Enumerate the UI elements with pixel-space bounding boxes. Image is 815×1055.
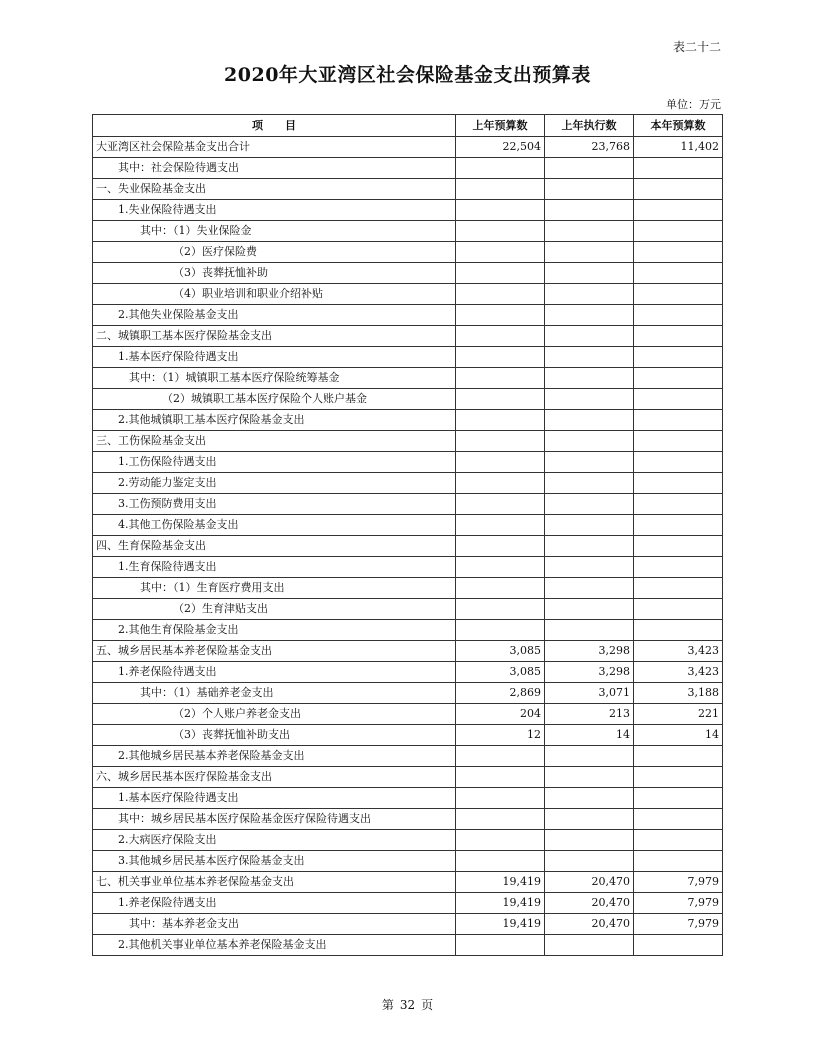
row-curr-budget-cell xyxy=(634,620,723,641)
row-prev-budget-cell xyxy=(456,746,545,767)
row-prev-actual-cell xyxy=(545,851,634,872)
row-prev-budget-cell xyxy=(456,389,545,410)
row-item-cell: 其中：社会保险待遇支出 xyxy=(93,158,456,179)
table-row xyxy=(93,179,723,200)
row-prev-budget-cell xyxy=(456,263,545,284)
table-row xyxy=(93,200,723,221)
row-prev-budget-cell xyxy=(456,242,545,263)
row-item-cell: 其中：（1）生育医疗费用支出 xyxy=(93,578,456,599)
row-prev-actual-cell xyxy=(545,347,634,368)
row-prev-budget-cell xyxy=(456,830,545,851)
row-prev-budget-cell xyxy=(456,788,545,809)
row-prev-budget-cell: 19,419 xyxy=(456,893,545,914)
row-prev-actual-cell xyxy=(545,431,634,452)
table-row xyxy=(93,137,723,158)
row-curr-budget-cell xyxy=(634,221,723,242)
table-row xyxy=(93,767,723,788)
row-prev-budget-cell xyxy=(456,221,545,242)
row-item-cell: 2.其他城乡居民基本养老保险基金支出 xyxy=(93,746,456,767)
row-prev-actual-cell: 23,768 xyxy=(545,137,634,158)
row-prev-actual-cell: 20,470 xyxy=(545,872,634,893)
row-prev-actual-cell xyxy=(545,536,634,557)
row-prev-actual-cell xyxy=(545,305,634,326)
row-item-cell: （2）个人账户养老金支出 xyxy=(93,704,456,725)
row-prev-budget-cell xyxy=(456,536,545,557)
row-item-cell: 二、城镇职工基本医疗保险基金支出 xyxy=(93,326,456,347)
row-item-cell: （2）医疗保险费 xyxy=(93,242,456,263)
table-row xyxy=(93,830,723,851)
row-curr-budget-cell: 7,979 xyxy=(634,872,723,893)
row-prev-actual-cell xyxy=(545,263,634,284)
row-curr-budget-cell xyxy=(634,158,723,179)
column-header-prev-budget: 上年预算数 xyxy=(456,115,545,137)
column-header-prev-actual: 上年执行数 xyxy=(545,115,634,137)
row-item-cell: 六、城乡居民基本医疗保险基金支出 xyxy=(93,767,456,788)
row-prev-actual-cell: 3,298 xyxy=(545,662,634,683)
row-curr-budget-cell xyxy=(634,788,723,809)
row-curr-budget-cell xyxy=(634,809,723,830)
row-item-cell: 大亚湾区社会保险基金支出合计 xyxy=(93,137,456,158)
row-curr-budget-cell xyxy=(634,515,723,536)
row-curr-budget-cell xyxy=(634,200,723,221)
table-row xyxy=(93,914,723,935)
row-curr-budget-cell xyxy=(634,452,723,473)
row-item-cell: 2.大病医疗保险支出 xyxy=(93,830,456,851)
row-curr-budget-cell: 3,423 xyxy=(634,662,723,683)
row-item-cell: 2.劳动能力鉴定支出 xyxy=(93,473,456,494)
row-item-cell: 2.其他机关事业单位基本养老保险基金支出 xyxy=(93,935,456,956)
row-curr-budget-cell xyxy=(634,935,723,956)
row-item-cell: 其中：（1）失业保险金 xyxy=(93,221,456,242)
row-prev-budget-cell xyxy=(456,284,545,305)
row-curr-budget-cell xyxy=(634,473,723,494)
row-curr-budget-cell xyxy=(634,326,723,347)
row-item-cell: 2.其他失业保险基金支出 xyxy=(93,305,456,326)
unit-label: 单位：万元 xyxy=(666,98,721,111)
table-row xyxy=(93,431,723,452)
row-item-cell: 1.基本医疗保险待遇支出 xyxy=(93,788,456,809)
row-curr-budget-cell xyxy=(634,599,723,620)
row-item-cell: 五、城乡居民基本养老保险基金支出 xyxy=(93,641,456,662)
table-row xyxy=(93,368,723,389)
row-prev-actual-cell xyxy=(545,620,634,641)
row-item-cell: 3.工伤预防费用支出 xyxy=(93,494,456,515)
row-prev-budget-cell xyxy=(456,620,545,641)
row-curr-budget-cell xyxy=(634,578,723,599)
row-curr-budget-cell: 7,979 xyxy=(634,893,723,914)
row-item-cell: 其中：（1）基础养老金支出 xyxy=(93,683,456,704)
row-curr-budget-cell xyxy=(634,851,723,872)
table-row xyxy=(93,242,723,263)
row-curr-budget-cell xyxy=(634,347,723,368)
row-curr-budget-cell xyxy=(634,263,723,284)
row-item-cell: （2）生育津贴支出 xyxy=(93,599,456,620)
row-prev-budget-cell xyxy=(456,410,545,431)
row-curr-budget-cell: 221 xyxy=(634,704,723,725)
page-prefix: 第 xyxy=(381,998,394,1012)
row-prev-actual-cell: 20,470 xyxy=(545,914,634,935)
table-row xyxy=(93,599,723,620)
row-prev-actual-cell xyxy=(545,221,634,242)
row-prev-actual-cell xyxy=(545,410,634,431)
row-curr-budget-cell xyxy=(634,179,723,200)
row-prev-budget-cell: 19,419 xyxy=(456,914,545,935)
table-row xyxy=(93,662,723,683)
row-item-cell: 四、生育保险基金支出 xyxy=(93,536,456,557)
table-row xyxy=(93,683,723,704)
row-prev-budget-cell xyxy=(456,305,545,326)
row-curr-budget-cell: 3,188 xyxy=(634,683,723,704)
row-prev-actual-cell: 3,071 xyxy=(545,683,634,704)
row-item-cell: 1.基本医疗保险待遇支出 xyxy=(93,347,456,368)
row-curr-budget-cell: 7,979 xyxy=(634,914,723,935)
row-prev-actual-cell xyxy=(545,830,634,851)
row-curr-budget-cell: 3,423 xyxy=(634,641,723,662)
row-prev-budget-cell: 12 xyxy=(456,725,545,746)
row-prev-budget-cell xyxy=(456,179,545,200)
row-prev-budget-cell xyxy=(456,158,545,179)
row-curr-budget-cell xyxy=(634,410,723,431)
row-item-cell: 其中：基本养老金支出 xyxy=(93,914,456,935)
row-item-cell: 三、工伤保险基金支出 xyxy=(93,431,456,452)
row-curr-budget-cell xyxy=(634,767,723,788)
table-row xyxy=(93,725,723,746)
row-curr-budget-cell: 11,402 xyxy=(634,137,723,158)
row-prev-budget-cell xyxy=(456,368,545,389)
table-row xyxy=(93,704,723,725)
row-curr-budget-cell xyxy=(634,284,723,305)
row-prev-budget-cell xyxy=(456,326,545,347)
row-item-cell: 2.其他城镇职工基本医疗保险基金支出 xyxy=(93,410,456,431)
table-row xyxy=(93,452,723,473)
row-curr-budget-cell xyxy=(634,536,723,557)
row-prev-actual-cell xyxy=(545,578,634,599)
table-row xyxy=(93,326,723,347)
table-row xyxy=(93,410,723,431)
row-prev-actual-cell xyxy=(545,809,634,830)
row-prev-budget-cell: 22,504 xyxy=(456,137,545,158)
row-prev-actual-cell xyxy=(545,788,634,809)
row-prev-actual-cell xyxy=(545,557,634,578)
row-item-cell: 1.养老保险待遇支出 xyxy=(93,662,456,683)
table-row xyxy=(93,284,723,305)
table-row xyxy=(93,494,723,515)
table-row xyxy=(93,578,723,599)
row-prev-budget-cell xyxy=(456,851,545,872)
table-row xyxy=(93,746,723,767)
row-prev-actual-cell: 14 xyxy=(545,725,634,746)
table-row xyxy=(93,809,723,830)
row-item-cell: 3.其他城乡居民基本医疗保险基金支出 xyxy=(93,851,456,872)
row-prev-budget-cell xyxy=(456,431,545,452)
table-number-label: 表二十二 xyxy=(672,40,721,54)
row-item-cell: 1.工伤保险待遇支出 xyxy=(93,452,456,473)
row-item-cell: 4.其他工伤保险基金支出 xyxy=(93,515,456,536)
row-curr-budget-cell xyxy=(634,242,723,263)
row-prev-actual-cell: 3,298 xyxy=(545,641,634,662)
row-prev-actual-cell xyxy=(545,767,634,788)
row-prev-actual-cell xyxy=(545,242,634,263)
row-prev-actual-cell xyxy=(545,326,634,347)
row-curr-budget-cell xyxy=(634,305,723,326)
row-prev-actual-cell xyxy=(545,389,634,410)
table-row xyxy=(93,557,723,578)
table-row xyxy=(93,851,723,872)
table-row xyxy=(93,158,723,179)
row-prev-budget-cell xyxy=(456,473,545,494)
row-curr-budget-cell xyxy=(634,830,723,851)
row-item-cell: 七、机关事业单位基本养老保险基金支出 xyxy=(93,872,456,893)
page-suffix: 页 xyxy=(421,998,434,1012)
row-prev-actual-cell xyxy=(545,599,634,620)
row-item-cell: 1.养老保险待遇支出 xyxy=(93,893,456,914)
row-prev-actual-cell: 213 xyxy=(545,704,634,725)
table-row xyxy=(93,788,723,809)
row-prev-budget-cell xyxy=(456,599,545,620)
row-curr-budget-cell xyxy=(634,431,723,452)
row-item-cell: （3）丧葬抚恤补助支出 xyxy=(93,725,456,746)
page-footer xyxy=(0,996,815,1013)
table-row xyxy=(93,872,723,893)
row-prev-budget-cell xyxy=(456,557,545,578)
column-header-curr-budget: 本年预算数 xyxy=(634,115,723,137)
row-prev-budget-cell xyxy=(456,347,545,368)
row-curr-budget-cell xyxy=(634,389,723,410)
row-prev-actual-cell xyxy=(545,452,634,473)
table-row xyxy=(93,536,723,557)
row-prev-actual-cell xyxy=(545,200,634,221)
table-row xyxy=(93,389,723,410)
table-row xyxy=(93,263,723,284)
row-item-cell: 1.生育保险待遇支出 xyxy=(93,557,456,578)
table-row xyxy=(93,893,723,914)
row-prev-actual-cell xyxy=(545,935,634,956)
row-prev-actual-cell xyxy=(545,284,634,305)
budget-table xyxy=(92,114,723,956)
row-prev-budget-cell xyxy=(456,578,545,599)
row-prev-budget-cell: 2,869 xyxy=(456,683,545,704)
column-header-item: 项 目 xyxy=(93,115,456,137)
page-title: 2020年大亚湾区社会保险基金支出预算表 xyxy=(224,64,591,86)
row-prev-budget-cell: 3,085 xyxy=(456,662,545,683)
row-prev-actual-cell: 20,470 xyxy=(545,893,634,914)
row-item-cell: 1.失业保险待遇支出 xyxy=(93,200,456,221)
row-item-cell: 其中：（1）城镇职工基本医疗保险统筹基金 xyxy=(93,368,456,389)
row-curr-budget-cell xyxy=(634,494,723,515)
row-prev-budget-cell xyxy=(456,935,545,956)
table-row xyxy=(93,935,723,956)
row-curr-budget-cell: 14 xyxy=(634,725,723,746)
row-item-cell: （4）职业培训和职业介绍补贴 xyxy=(93,284,456,305)
table-row xyxy=(93,515,723,536)
row-prev-actual-cell xyxy=(545,746,634,767)
table-row xyxy=(93,305,723,326)
row-item-cell: （3）丧葬抚恤补助 xyxy=(93,263,456,284)
row-prev-budget-cell xyxy=(456,200,545,221)
row-prev-budget-cell xyxy=(456,494,545,515)
row-prev-actual-cell xyxy=(545,515,634,536)
row-curr-budget-cell xyxy=(634,557,723,578)
table-row xyxy=(93,473,723,494)
row-curr-budget-cell xyxy=(634,746,723,767)
row-prev-actual-cell xyxy=(545,179,634,200)
table-row xyxy=(93,641,723,662)
row-prev-actual-cell xyxy=(545,368,634,389)
row-prev-budget-cell xyxy=(456,452,545,473)
row-item-cell: 2.其他生育保险基金支出 xyxy=(93,620,456,641)
table-row xyxy=(93,221,723,242)
row-prev-budget-cell xyxy=(456,515,545,536)
row-prev-budget-cell: 19,419 xyxy=(456,872,545,893)
row-prev-actual-cell xyxy=(545,473,634,494)
row-prev-budget-cell: 3,085 xyxy=(456,641,545,662)
row-item-cell: 其中：城乡居民基本医疗保险基金医疗保险待遇支出 xyxy=(93,809,456,830)
row-prev-actual-cell xyxy=(545,494,634,515)
table-row xyxy=(93,620,723,641)
row-item-cell: 一、失业保险基金支出 xyxy=(93,179,456,200)
row-prev-budget-cell xyxy=(456,767,545,788)
row-prev-actual-cell xyxy=(545,158,634,179)
row-prev-budget-cell xyxy=(456,809,545,830)
row-curr-budget-cell xyxy=(634,368,723,389)
page-number: 32 xyxy=(399,998,416,1012)
table-row xyxy=(93,347,723,368)
table-header-row xyxy=(93,115,723,137)
row-prev-budget-cell: 204 xyxy=(456,704,545,725)
row-item-cell: （2）城镇职工基本医疗保险个人账户基金 xyxy=(93,389,456,410)
